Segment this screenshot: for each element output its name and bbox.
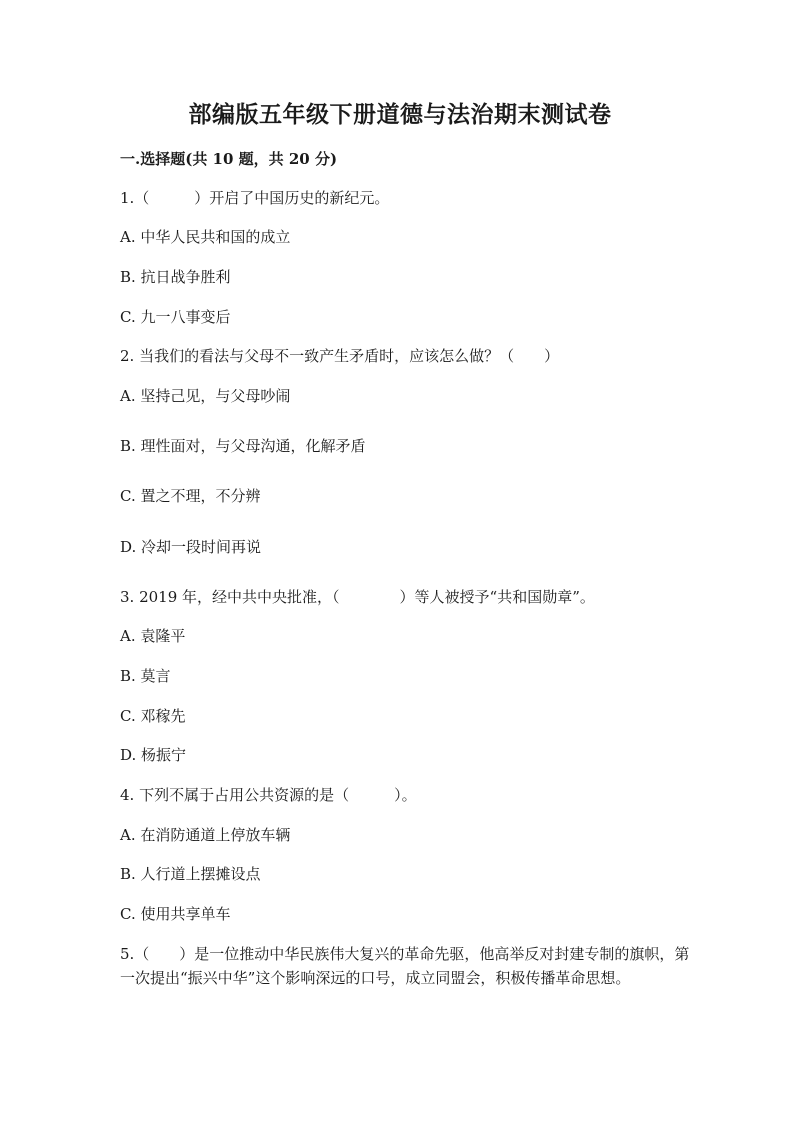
question-4-option-c: C. 使用共享单车 <box>120 905 231 923</box>
question-1-stem: 1.（ ）开启了中国历史的新纪元。 <box>120 189 390 207</box>
question-3-option-b: B. 莫言 <box>120 667 171 685</box>
question-1-option-c: C. 九一八事变后 <box>120 308 231 326</box>
question-4-option-b: B. 人行道上摆摊设点 <box>120 865 261 883</box>
question-3-option-a: A. 袁隆平 <box>120 627 186 645</box>
question-4-stem: 4. 下列不属于占用公共资源的是（ ）。 <box>120 786 417 804</box>
page-title: 部编版五年级下册道德与法治期末测试卷 <box>188 101 612 128</box>
question-4-option-a: A. 在消防通道上停放车辆 <box>120 826 291 844</box>
section-heading: 一.选择题(共 10 题，共 20 分) <box>120 150 338 168</box>
question-3-option-d: D. 杨振宁 <box>120 746 187 764</box>
question-2-option-d: D. 冷却一段时间再说 <box>120 538 262 556</box>
question-2-option-b: B. 理性面对，与父母沟通，化解矛盾 <box>120 437 366 455</box>
question-5-stem: 5.（ ）是一位推动中华民族伟大复兴的革命先驱，他高举反对封建专制的旗帜，第一次提出“振兴中华”这个影响深远的口号，成立同盟会，积极传播革命思想。 <box>120 945 690 987</box>
question-2-option-a: A. 坚持己见，与父母吵闹 <box>120 387 291 405</box>
question-1-option-a: A. 中华人民共和国的成立 <box>120 228 291 246</box>
question-3-option-c: C. 邓稼先 <box>120 707 186 725</box>
question-3-stem: 3. 2019 年，经中共中央批准，（ ）等人被授予“共和国勋章”。 <box>120 588 595 606</box>
question-1-option-b: B. 抗日战争胜利 <box>120 268 231 286</box>
question-2-stem: 2. 当我们的看法与父母不一致产生矛盾时，应该怎么做？（ ） <box>120 347 560 365</box>
question-2-option-c: C. 置之不理，不分辨 <box>120 487 261 505</box>
